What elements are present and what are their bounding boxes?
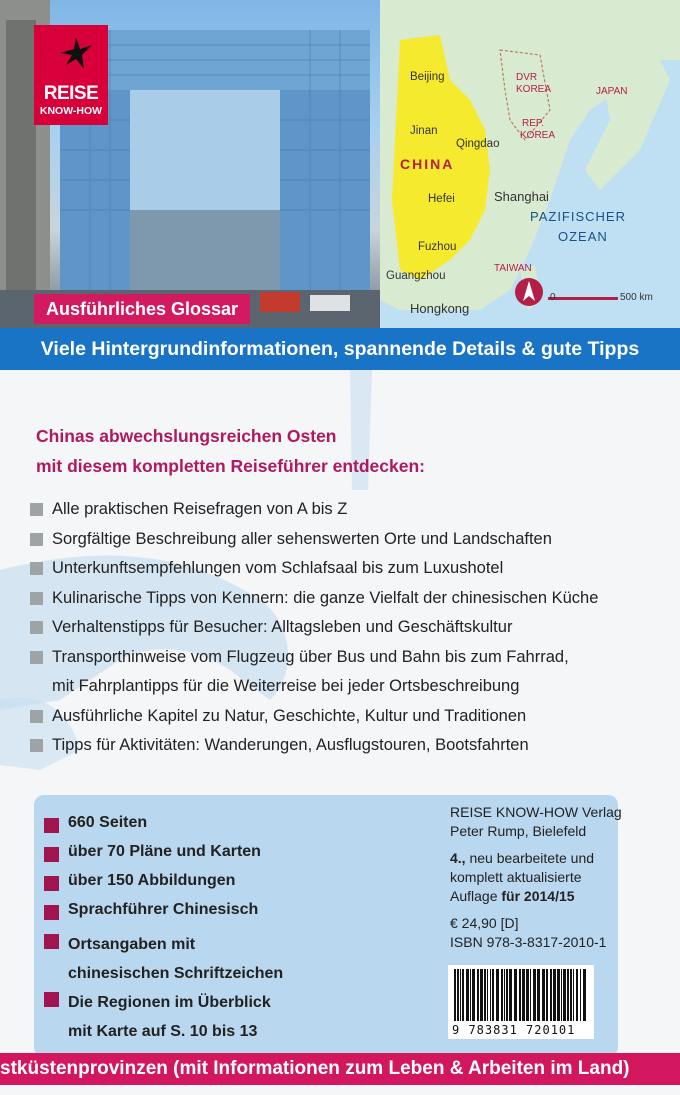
- headline-banner: Viele Hintergrundinformationen, spannende Details & gute Tipps: [0, 328, 680, 370]
- barcode-bars: [448, 965, 594, 1025]
- barcode-bar: [492, 969, 494, 1021]
- barcode-bar: [490, 969, 491, 1021]
- list-item: [30, 495, 598, 525]
- fact-text: über 150 Abbildungen: [68, 872, 236, 889]
- barcode-bar: [550, 969, 552, 1021]
- bullet-square-icon: [30, 651, 43, 664]
- map-label-rep: REP.: [522, 118, 545, 129]
- fact-text-cont: mit Karte auf S. 10 bis 13: [68, 1023, 258, 1040]
- edition-line1: [450, 849, 622, 868]
- bullet-text: Verhaltenstipps für Besucher: Alltagsleben und Geschäftskultur: [52, 618, 513, 636]
- region-map: [380, 0, 680, 328]
- intro-text: [36, 421, 425, 481]
- map-city-jinan: Jinan: [410, 125, 438, 137]
- barcode-bar: [480, 969, 483, 1021]
- edition-line3: [450, 887, 622, 906]
- feature-bullet-list: [30, 495, 598, 761]
- edition-number: 4.,: [450, 850, 466, 866]
- edition-line2: komplett aktualisierte: [450, 869, 582, 885]
- edition-pre: Auflage: [450, 888, 502, 904]
- facts-list: [44, 814, 283, 1046]
- barcode-bar: [460, 969, 461, 1021]
- barcode-bar: [509, 969, 512, 1021]
- fact-square-icon: [44, 847, 59, 862]
- barcode-bar: [506, 969, 508, 1021]
- fact-square-icon: [44, 905, 59, 920]
- list-item: [30, 702, 598, 732]
- barcode-bar: [526, 969, 529, 1021]
- list-item-continuation: [30, 672, 598, 702]
- barcode-bar: [573, 969, 574, 1021]
- barcode-bar: [570, 969, 572, 1021]
- barcode-bar: [487, 969, 488, 1021]
- fact-square-icon: [44, 876, 59, 891]
- glossar-tag: Ausführliches Glossar: [34, 294, 250, 324]
- bullet-text: Kulinarische Tipps von Kennern: die ganze Vielfalt der chinesischen Küche: [52, 588, 599, 607]
- barcode-bar: [462, 969, 464, 1021]
- barcode-bar: [514, 969, 517, 1021]
- map-label-korea-south: KOREA: [520, 130, 556, 141]
- bullet-square-icon: [30, 533, 43, 546]
- fact-item: [44, 843, 283, 872]
- map-ocean-line2: OZEAN: [558, 229, 608, 244]
- publisher-name: REISE KNOW-HOW Verlag: [450, 804, 622, 820]
- bullet-text: Alle praktischen Reisefragen von A bis Z: [52, 500, 348, 518]
- logo-line1: REISE: [43, 83, 99, 104]
- bullet-text: Ausführliche Kapitel zu Natur, Geschichte, Kultur und Traditionen: [52, 706, 527, 725]
- fact-item: [44, 930, 283, 988]
- barcode-bar: [496, 969, 499, 1021]
- bullet-square-icon: [30, 592, 43, 605]
- map-scale-end: 500 km: [620, 292, 653, 303]
- fact-item: [44, 814, 283, 843]
- barcode-bar: [484, 969, 486, 1021]
- fact-text: 660 Seiten: [68, 814, 148, 831]
- map-city-guangzhou: Guangzhou: [386, 270, 446, 282]
- series-title-bar: stküstenprovinzen (mit Informationen zum Leben & Arbeiten im Land): [0, 1053, 680, 1085]
- isbn: ISBN 978-3-8317-2010-1: [450, 934, 607, 950]
- bullet-square-icon: [30, 739, 43, 752]
- bullet-text: Tipps für Aktivitäten: Wanderungen, Ausflugstouren, Bootsfahrten: [52, 736, 529, 754]
- barcode-bar: [504, 969, 505, 1021]
- barcode-bar: [519, 969, 521, 1021]
- barcode-bar: [553, 969, 556, 1021]
- list-item: [30, 584, 598, 614]
- barcode-bar: [546, 969, 548, 1021]
- map-city-hongkong: Hongkong: [410, 301, 470, 316]
- list-item: [30, 731, 598, 761]
- map-ocean-line1: PAZIFISCHER: [530, 209, 626, 224]
- bird-icon: [56, 33, 96, 73]
- barcode-bar: [457, 969, 459, 1021]
- bullet-square-icon: [30, 621, 43, 634]
- barcode-bar: [533, 969, 536, 1021]
- barcode-bar: [501, 969, 503, 1021]
- map-city-shanghai: Shanghai: [494, 189, 549, 204]
- barcode-bar: [466, 969, 469, 1021]
- map-city-beijing: Beijing: [410, 71, 445, 83]
- compass-icon: [514, 277, 544, 307]
- barcode-bar: [567, 969, 569, 1021]
- bullet-square-icon: [30, 503, 43, 516]
- list-item: [30, 554, 598, 584]
- edition-year: für 2014/15: [501, 888, 575, 904]
- edition-text: neu bearbeitete und: [465, 850, 595, 866]
- barcode: [448, 965, 594, 1039]
- list-item: [30, 613, 598, 643]
- fact-text: Die Regionen im Überblick: [68, 994, 271, 1011]
- barcode-bar: [576, 969, 578, 1021]
- fact-text: Sprachführer Chinesisch: [68, 901, 259, 918]
- map-city-qingdao: Qingdao: [456, 138, 500, 150]
- barcode-bar: [522, 969, 525, 1021]
- bullet-square-icon: [30, 710, 43, 723]
- barcode-bar: [561, 969, 562, 1021]
- fact-text-cont: chinesischen Schriftzeichen: [68, 965, 284, 982]
- logo-line2: KNOW-HOW: [39, 105, 103, 117]
- barcode-bar: [583, 969, 586, 1021]
- list-item: [30, 643, 598, 673]
- bullet-text: Unterkunftsempfehlungen vom Schlafsaal bis zum Luxushotel: [52, 559, 504, 577]
- fact-square-icon: [44, 992, 59, 1007]
- brand-logo: [34, 25, 108, 125]
- map-city-hefei: Hefei: [428, 193, 455, 205]
- intro-line1: Chinas abwechslungsreichen Osten: [36, 426, 337, 446]
- fact-item: [44, 872, 283, 901]
- fact-square-icon: [44, 934, 59, 949]
- intro-line2: mit diesem kompletten Reiseführer entdecken:: [36, 456, 425, 476]
- price: € 24,90 [D]: [450, 915, 519, 931]
- publisher-info: [450, 803, 622, 952]
- bullet-square-icon: [30, 562, 43, 575]
- bullet-text: Sorgfältige Beschreibung aller sehenswerten Orte und Landschaften: [52, 529, 552, 548]
- map-scale-start: 0: [550, 292, 556, 303]
- barcode-bar: [454, 969, 456, 1021]
- barcode-digits: 9 783831 720101: [452, 1023, 576, 1037]
- fact-square-icon: [44, 818, 59, 833]
- barcode-bar: [563, 969, 566, 1021]
- barcode-bar: [472, 969, 475, 1021]
- barcode-bar: [537, 969, 540, 1021]
- barcode-bar: [530, 969, 531, 1021]
- map-country-china: CHINA: [400, 156, 455, 172]
- bullet-text: Transporthinweise vom Flugzeug über Bus und Bahn bis zum Fahrrad,: [52, 647, 569, 666]
- barcode-bar: [542, 969, 545, 1021]
- map-label-dvr: DVR: [516, 72, 538, 83]
- map-city-fuzhou: Fuzhou: [418, 241, 457, 253]
- barcode-bar: [580, 969, 581, 1021]
- list-item: [30, 525, 598, 555]
- fact-item: [44, 901, 283, 930]
- fact-item: [44, 988, 283, 1046]
- barcode-bar: [477, 969, 479, 1021]
- barcode-bar: [470, 969, 471, 1021]
- map-label-korea-north: KOREA: [516, 84, 552, 95]
- map-label-taiwan: TAIWAN: [494, 263, 532, 274]
- fact-text: über 70 Pläne und Karten: [68, 843, 261, 860]
- bullet-text: mit Fahrplantipps für die Weiterreise bei jeder Ortsbeschreibung: [52, 677, 520, 695]
- map-label-japan: JAPAN: [596, 86, 628, 97]
- barcode-bar: [557, 969, 560, 1021]
- fact-text: Ortsangaben mit: [68, 936, 196, 953]
- publisher-address: Peter Rump, Bielefeld: [450, 823, 587, 839]
